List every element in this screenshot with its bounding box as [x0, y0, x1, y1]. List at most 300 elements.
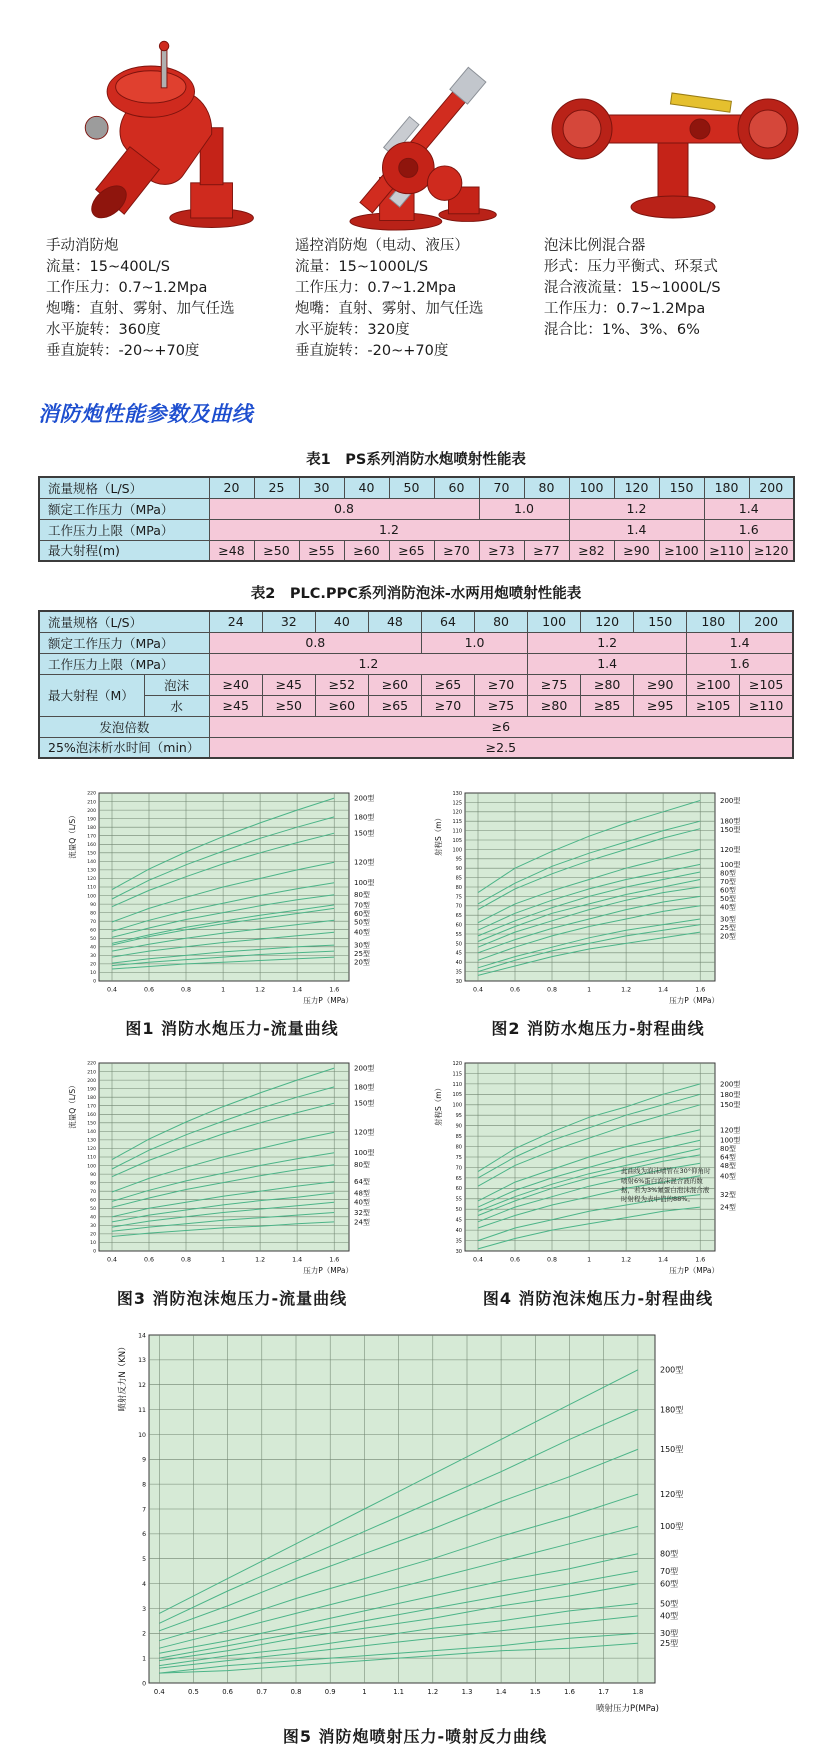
table-row: [39, 519, 794, 540]
svg-text:50: 50: [90, 1207, 96, 1213]
fig5-series-labels: [660, 1365, 683, 1648]
value-cell: 1.2: [209, 519, 569, 540]
fig4-series-labels: [720, 1079, 740, 1211]
svg-text:210: 210: [87, 800, 96, 806]
fig1-x-ticks: [107, 986, 339, 993]
figure1-water-pressure-flow: [63, 785, 401, 1049]
charts-section: [0, 785, 830, 1757]
svg-text:1.6: 1.6: [695, 1256, 706, 1264]
product-name: 遥控消防炮（电动、液压）: [294, 238, 469, 254]
svg-text:2: 2: [142, 1630, 146, 1638]
fig1-plot: [63, 785, 401, 1009]
svg-text:115: 115: [452, 1071, 462, 1078]
fig2-label-20型: 20型: [720, 932, 736, 941]
fig2-label-100型: 100型: [720, 860, 741, 869]
remote-monitor-photo: [295, 26, 536, 232]
fig5-label-60型: 60型: [660, 1579, 679, 1589]
value-cell: ≥60: [368, 674, 421, 695]
svg-text:30: 30: [455, 978, 462, 985]
value-cell: 40: [344, 477, 389, 498]
value-cell: 1.4: [704, 498, 794, 519]
product-spec-line: 工作压力：0.7~1.2Mpa: [294, 280, 457, 297]
table2-foam-water-monitor-performance: [38, 610, 794, 759]
svg-text:115: 115: [452, 819, 462, 826]
row-label-cell: 流量规格（L/S）: [39, 477, 209, 498]
value-cell: 150: [634, 611, 687, 632]
fig1-label-120型: 120型: [354, 858, 375, 867]
product-spec-line: 混合比：1%、3%、6%: [543, 322, 700, 339]
fig4-x-ticks: [473, 1256, 705, 1263]
table-row: [39, 477, 794, 498]
svg-text:6: 6: [142, 1531, 146, 1539]
svg-text:35: 35: [455, 969, 462, 976]
fig3-series-labels: [354, 1064, 374, 1227]
svg-text:1.2: 1.2: [621, 986, 632, 994]
value-cell: ≥110: [740, 695, 793, 716]
value-cell: 1.2: [569, 498, 704, 519]
fig2-label-50型: 50型: [720, 894, 736, 903]
svg-text:11: 11: [138, 1406, 146, 1414]
remote-monitor-image: [305, 32, 525, 232]
fig3-caption: 图3 消防泡沫炮压力-流量曲线: [116, 1289, 348, 1309]
svg-text:150: 150: [87, 1121, 96, 1127]
value-cell: 64: [421, 611, 474, 632]
charts-row-2: [0, 1055, 830, 1319]
fig2-x-axis-label: 压力P（MPa）: [669, 996, 719, 1006]
fig4-label-180型: 180型: [720, 1090, 741, 1099]
table2-wrap: [38, 582, 794, 759]
row-label-cell: 最大射程（M）: [39, 674, 144, 716]
svg-text:0.8: 0.8: [546, 986, 558, 994]
svg-text:3: 3: [142, 1605, 146, 1613]
value-cell: ≥40: [209, 674, 262, 695]
product-spec-line: 混合液流量：15~1000L/S: [543, 280, 721, 297]
value-cell: 40: [315, 611, 368, 632]
table-row: [39, 674, 793, 695]
value-cell: ≥60: [344, 540, 389, 561]
value-cell: ≥105: [740, 674, 793, 695]
svg-text:180: 180: [87, 825, 96, 831]
svg-text:100: 100: [87, 1164, 96, 1170]
value-cell: ≥73: [479, 540, 524, 561]
fig4-y-ticks: [452, 1061, 462, 1255]
svg-text:40: 40: [455, 1228, 462, 1235]
value-cell: 70: [479, 477, 524, 498]
svg-text:220: 220: [87, 1061, 96, 1067]
svg-text:30: 30: [455, 1248, 462, 1255]
svg-text:190: 190: [87, 817, 96, 823]
svg-text:1.2: 1.2: [255, 986, 266, 994]
table1-wrap: [38, 448, 794, 562]
fig1-label-20型: 20型: [354, 958, 370, 967]
figure2-water-pressure-range: [429, 785, 767, 1049]
figure4-foam-pressure-range: [429, 1055, 767, 1319]
svg-text:1.7: 1.7: [598, 1687, 610, 1696]
svg-text:1: 1: [587, 986, 592, 994]
svg-text:0.4: 0.4: [153, 1687, 165, 1696]
svg-text:180: 180: [87, 1095, 96, 1101]
fig5-label-70型: 70型: [660, 1566, 679, 1576]
fig2-label-80型: 80型: [720, 869, 736, 878]
svg-text:20: 20: [90, 1232, 96, 1238]
fig3-y-ticks: [87, 1061, 96, 1255]
svg-text:45: 45: [455, 1217, 462, 1224]
product-spec-line: 形式：压力平衡式、环泵式: [543, 259, 718, 276]
row-label-cell: 最大射程(m): [39, 540, 209, 561]
svg-text:20: 20: [90, 962, 96, 968]
value-cell: ≥6: [209, 716, 793, 737]
svg-text:110: 110: [452, 1081, 462, 1088]
svg-text:80: 80: [90, 1181, 96, 1187]
product-card-foam-proportioner: [544, 26, 806, 362]
svg-text:40: 40: [90, 1215, 96, 1221]
value-cell: 1.4: [569, 519, 704, 540]
fig1-label-70型: 70型: [354, 901, 370, 910]
svg-text:130: 130: [452, 790, 462, 797]
fig4-label-150型: 150型: [720, 1101, 741, 1110]
svg-text:1.4: 1.4: [495, 1687, 507, 1696]
value-cell: ≥120: [749, 540, 794, 561]
fig5-label-200型: 200型: [660, 1365, 684, 1375]
fig5-caption: 图5 消防炮喷射压力-喷射反力曲线: [282, 1727, 548, 1747]
svg-text:12: 12: [138, 1382, 146, 1390]
svg-text:0: 0: [93, 1249, 96, 1255]
value-cell: 25: [254, 477, 299, 498]
fig1-label-60型: 60型: [354, 909, 370, 918]
fig2-y-axis-label: 射程S（m）: [434, 814, 443, 857]
table-row: [39, 540, 794, 561]
svg-text:60: 60: [90, 1198, 96, 1204]
svg-text:65: 65: [455, 1175, 462, 1182]
section-heading: 消防炮性能参数及曲线: [38, 402, 253, 427]
fig5-label-25型: 25型: [660, 1639, 679, 1649]
fig1-series-labels: [354, 794, 374, 967]
fig2-caption: 图2 消防水炮压力-射程曲线: [491, 1019, 705, 1039]
fig1-label-200型: 200型: [354, 794, 375, 803]
table-row: [39, 498, 794, 519]
fig4-caption: 图4 消防泡沫炮压力-射程曲线: [482, 1289, 714, 1309]
fig2-label-150型: 150型: [720, 826, 741, 835]
table1-water-monitor-performance: [38, 476, 795, 562]
table2-title: 表2 PLC.PPC系列消防泡沫-水两用炮喷射性能表: [250, 586, 582, 603]
value-cell: 1.2: [528, 632, 687, 653]
foam-proportioner-image: [550, 67, 800, 232]
fig1-label-30型: 30型: [354, 941, 370, 950]
fig3-x-ticks: [107, 1256, 339, 1263]
fig5-label-40型: 40型: [660, 1611, 679, 1621]
fig3-x-axis-label: 压力P（MPa）: [303, 1266, 353, 1276]
table-row: [39, 716, 793, 737]
value-cell: ≥100: [659, 540, 704, 561]
fig4-label-64型: 64型: [720, 1153, 736, 1162]
svg-text:100: 100: [452, 1102, 462, 1109]
svg-text:160: 160: [87, 1113, 96, 1119]
value-cell: ≥65: [421, 674, 474, 695]
fig4-label-100型: 100型: [720, 1136, 741, 1145]
value-cell: ≥75: [528, 674, 581, 695]
svg-text:0.5: 0.5: [187, 1687, 199, 1696]
svg-text:9: 9: [142, 1456, 146, 1464]
fig5-label-150型: 150型: [660, 1445, 684, 1455]
value-cell: ≥70: [475, 674, 528, 695]
svg-text:130: 130: [87, 868, 96, 874]
svg-text:35: 35: [455, 1238, 462, 1245]
svg-text:125: 125: [452, 800, 462, 807]
fig2-label-30型: 30型: [720, 915, 736, 924]
value-cell: ≥60: [315, 695, 368, 716]
svg-text:90: 90: [455, 1123, 462, 1130]
product-name: 泡沫比例混合器: [543, 238, 646, 254]
value-cell: ≥90: [634, 674, 687, 695]
row-label-cell: 流量规格（L/S）: [39, 611, 209, 632]
value-cell: ≥70: [421, 695, 474, 716]
fig2-label-120型: 120型: [720, 845, 741, 854]
product-spec-line: 水平旋转：360度: [46, 322, 161, 339]
table-row: [39, 695, 793, 716]
svg-text:65: 65: [455, 913, 462, 920]
value-cell: 30: [299, 477, 344, 498]
value-cell: ≥55: [299, 540, 344, 561]
fig3-label-180型: 180型: [354, 1083, 375, 1092]
svg-text:1: 1: [142, 1655, 146, 1663]
value-cell: ≥80: [528, 695, 581, 716]
fig2-series-labels: [720, 796, 740, 940]
svg-text:130: 130: [87, 1138, 96, 1144]
svg-text:70: 70: [90, 1189, 96, 1195]
svg-text:0.4: 0.4: [106, 1256, 118, 1264]
svg-text:0.7: 0.7: [256, 1687, 268, 1696]
svg-text:105: 105: [452, 837, 462, 844]
product-card-remote-monitor: [295, 26, 536, 362]
svg-text:200: 200: [87, 808, 96, 814]
svg-text:1: 1: [587, 1256, 592, 1264]
fig4-label-200型: 200型: [720, 1080, 741, 1089]
svg-text:1.6: 1.6: [564, 1687, 575, 1696]
manual-monitor-image: [71, 32, 261, 232]
fig3-label-64型: 64型: [354, 1178, 370, 1187]
svg-text:0.4: 0.4: [472, 1256, 484, 1264]
fig1-label-80型: 80型: [354, 891, 370, 900]
fig4-label-48型: 48型: [720, 1162, 736, 1171]
svg-text:0.8: 0.8: [546, 1256, 558, 1264]
svg-text:0.4: 0.4: [106, 986, 118, 994]
svg-text:110: 110: [87, 885, 96, 891]
svg-text:105: 105: [452, 1092, 462, 1099]
fig1-label-150型: 150型: [354, 829, 375, 838]
value-cell: 120: [581, 611, 634, 632]
fig1-x-axis-label: 压力P（MPa）: [303, 996, 353, 1006]
value-cell: 200: [749, 477, 794, 498]
product-spec-line: 流量：15~1000L/S: [294, 259, 429, 276]
product-spec-line: 流量：15~400L/S: [46, 259, 170, 276]
svg-text:1.3: 1.3: [461, 1687, 473, 1696]
fig5-plot: [109, 1325, 721, 1717]
fig2-grid: [465, 793, 715, 981]
fig1-label-25型: 25型: [354, 950, 370, 959]
value-cell: 1.0: [479, 498, 569, 519]
fig5-label-80型: 80型: [660, 1549, 679, 1559]
fig5-label-120型: 120型: [660, 1489, 684, 1499]
value-cell: 180: [687, 611, 740, 632]
fig1-label-40型: 40型: [354, 928, 370, 937]
fig1-caption: 图1 消防水炮压力-流量曲线: [125, 1019, 339, 1039]
value-cell: ≥110: [704, 540, 749, 561]
fig4-label-120型: 120型: [720, 1126, 741, 1135]
value-cell: ≥82: [569, 540, 614, 561]
fig5-x-ticks: [154, 1688, 643, 1696]
svg-text:50: 50: [455, 941, 462, 948]
svg-text:140: 140: [87, 860, 96, 866]
svg-text:1: 1: [362, 1687, 367, 1696]
product-name: 手动消防炮: [46, 238, 119, 254]
fig2-x-ticks: [473, 986, 705, 993]
svg-text:160: 160: [87, 843, 96, 849]
fig3-label-100型: 100型: [354, 1149, 375, 1158]
svg-text:10: 10: [138, 1431, 146, 1439]
svg-text:50: 50: [455, 1207, 462, 1214]
fig4-label-40型: 40型: [720, 1172, 736, 1181]
svg-text:0.8: 0.8: [180, 1256, 192, 1264]
value-cell: ≥65: [368, 695, 421, 716]
product-spec-line: 工作压力：0.7~1.2Mpa: [46, 280, 208, 297]
svg-text:90: 90: [90, 1172, 96, 1178]
fig3-plot: [63, 1055, 401, 1279]
svg-text:1.4: 1.4: [658, 986, 669, 994]
svg-text:1.6: 1.6: [695, 986, 706, 994]
fig5-y-axis-label: 喷射反力N（KN）: [118, 1342, 128, 1412]
svg-text:7: 7: [142, 1506, 146, 1514]
svg-text:100: 100: [87, 894, 96, 900]
svg-text:10: 10: [90, 1241, 96, 1247]
value-cell: ≥105: [687, 695, 740, 716]
value-cell: ≥52: [315, 674, 368, 695]
svg-text:40: 40: [455, 960, 462, 967]
svg-text:30: 30: [90, 954, 96, 960]
product-spec-line: 垂直旋转：-20~+70度: [46, 343, 200, 360]
svg-text:190: 190: [87, 1087, 96, 1093]
product-card-manual-monitor: [46, 26, 287, 362]
svg-text:8: 8: [142, 1481, 146, 1489]
figure5-pressure-reaction-force: [109, 1325, 721, 1757]
svg-text:1: 1: [221, 986, 226, 994]
row-label-cell: 25%泡沫析水时间（min）: [39, 737, 209, 758]
value-cell: 80: [524, 477, 569, 498]
svg-text:75: 75: [455, 894, 462, 901]
value-cell: ≥45: [262, 674, 315, 695]
svg-text:0.6: 0.6: [509, 1256, 521, 1264]
fig4-label-24型: 24型: [720, 1203, 736, 1212]
fig3-label-32型: 32型: [354, 1209, 370, 1218]
svg-text:100: 100: [452, 847, 462, 854]
svg-text:120: 120: [452, 1060, 462, 1067]
row-label-cell: 水: [144, 695, 209, 716]
svg-text:0.4: 0.4: [472, 986, 484, 994]
manual-monitor-photo: [46, 26, 287, 232]
svg-text:60: 60: [455, 1186, 462, 1193]
svg-text:0: 0: [142, 1680, 146, 1688]
table-row: [39, 632, 793, 653]
svg-text:70: 70: [455, 903, 462, 910]
value-cell: 180: [704, 477, 749, 498]
product-spec-line: 工作压力：0.7~1.2Mpa: [543, 301, 706, 318]
fig1-label-180型: 180型: [354, 813, 375, 822]
value-cell: 0.8: [209, 632, 421, 653]
figure3-foam-pressure-flow: [63, 1055, 401, 1319]
fig3-label-48型: 48型: [354, 1189, 370, 1198]
fig2-label-60型: 60型: [720, 886, 736, 895]
value-cell: 150: [659, 477, 704, 498]
table-row: [39, 737, 793, 758]
svg-text:0.8: 0.8: [180, 986, 192, 994]
svg-text:170: 170: [87, 834, 96, 840]
svg-text:1.4: 1.4: [292, 1256, 303, 1264]
value-cell: ≥50: [262, 695, 315, 716]
charts-row-1: [0, 785, 830, 1049]
value-cell: 1.6: [704, 519, 794, 540]
fig5-y-ticks: [138, 1332, 146, 1687]
fig3-label-80型: 80型: [354, 1161, 370, 1170]
svg-text:210: 210: [87, 1070, 96, 1076]
svg-text:50: 50: [90, 937, 96, 943]
svg-text:0.8: 0.8: [290, 1687, 302, 1696]
svg-text:85: 85: [455, 875, 462, 882]
foam-proportioner-photo: [544, 26, 806, 232]
svg-text:80: 80: [455, 884, 462, 891]
svg-text:1.6: 1.6: [329, 986, 340, 994]
product-spec-line: 垂直旋转：-20~+70度: [294, 343, 449, 360]
svg-text:80: 80: [90, 911, 96, 917]
value-cell: ≥100: [687, 674, 740, 695]
fig4-y-axis-label: 射程S（m）: [434, 1084, 443, 1127]
fig1-label-50型: 50型: [354, 918, 370, 927]
svg-text:75: 75: [455, 1154, 462, 1161]
value-cell: ≥77: [524, 540, 569, 561]
svg-text:0.6: 0.6: [143, 1256, 155, 1264]
fig4-x-axis-label: 压力P（MPa）: [669, 1266, 719, 1276]
fig4-label-32型: 32型: [720, 1191, 736, 1200]
svg-text:110: 110: [452, 828, 462, 835]
svg-text:120: 120: [452, 809, 462, 816]
value-cell: 80: [475, 611, 528, 632]
fig1-y-axis-label: 流量Q（L/S）: [68, 811, 77, 859]
svg-text:1.4: 1.4: [292, 986, 303, 994]
value-cell: 1.2: [209, 653, 527, 674]
value-cell: 100: [528, 611, 581, 632]
fig3-label-150型: 150型: [354, 1099, 375, 1108]
svg-text:95: 95: [455, 856, 462, 863]
svg-text:170: 170: [87, 1104, 96, 1110]
svg-text:1.6: 1.6: [329, 1256, 340, 1264]
svg-text:1.4: 1.4: [658, 1256, 669, 1264]
svg-text:95: 95: [455, 1113, 462, 1120]
value-cell: 1.4: [687, 632, 793, 653]
fig4-label-80型: 80型: [720, 1145, 736, 1154]
svg-text:150: 150: [87, 851, 96, 857]
fig3-label-40型: 40型: [354, 1198, 370, 1207]
value-cell: ≥45: [209, 695, 262, 716]
svg-text:70: 70: [90, 919, 96, 925]
charts-row-3: [0, 1325, 830, 1757]
value-cell: 1.0: [421, 632, 527, 653]
svg-text:10: 10: [90, 971, 96, 977]
value-cell: 24: [209, 611, 262, 632]
fig5-label-180型: 180型: [660, 1405, 684, 1415]
svg-text:40: 40: [90, 945, 96, 951]
value-cell: ≥85: [581, 695, 634, 716]
fig1-label-100型: 100型: [354, 879, 375, 888]
value-cell: 1.6: [687, 653, 793, 674]
svg-text:0.6: 0.6: [143, 986, 155, 994]
